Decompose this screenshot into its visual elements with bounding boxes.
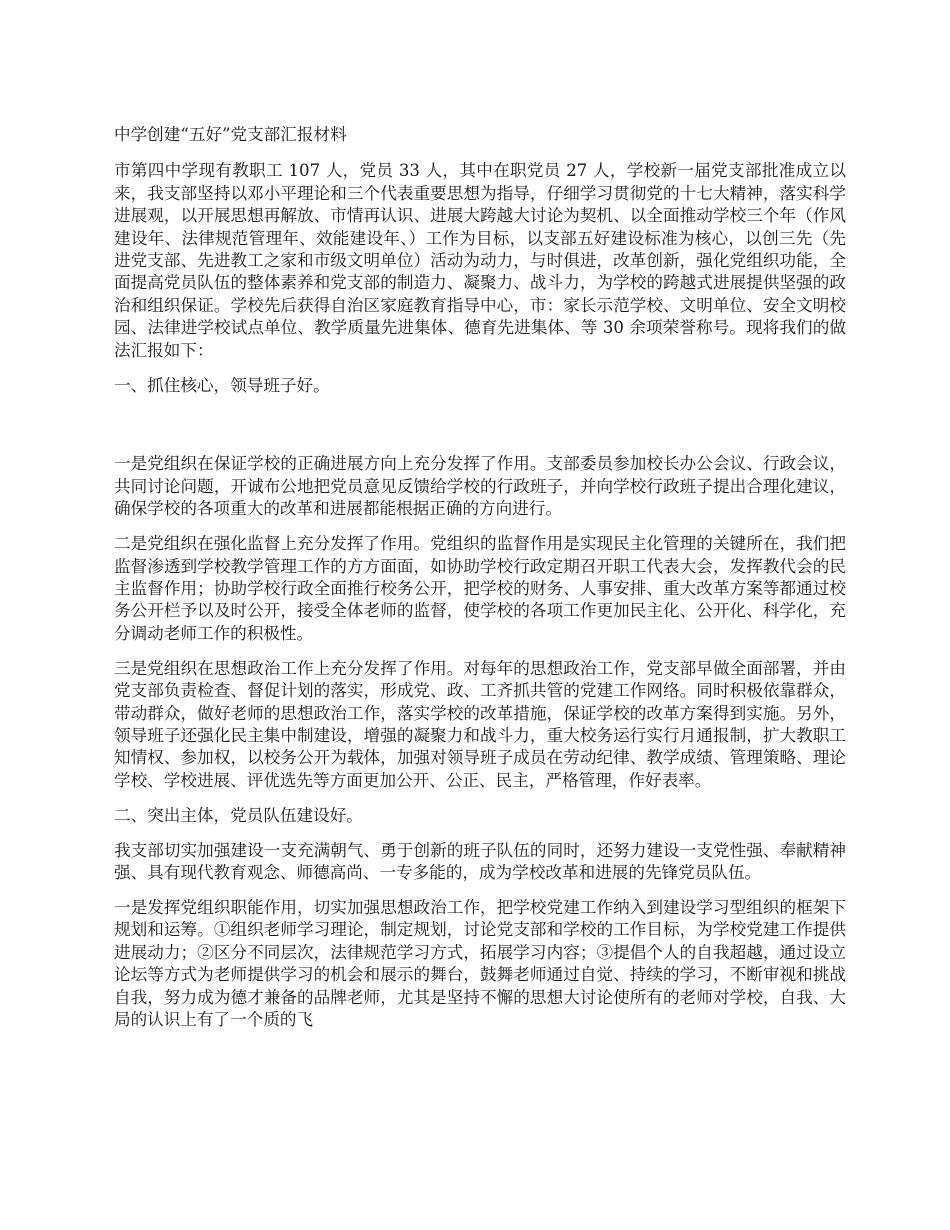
paragraph-team: 我支部切实加强建设一支充满朝气、勇于创新的班子队伍的同时，还努力建设一支党性强、奉献精神强、具有现代教育观念、师德高尚、一专多能的，成为学校改革和进展的先锋党员队伍。 [114,840,846,882]
paragraph-ideology: 三是党组织在思想政治工作上充分发挥了作用。对每年的思想政治工作，党支部早做全面部署，并由党支部负责检查、督促计划的落实，形成党、政、工齐抓共管的党建工作网络。同时积极依靠群众，带动群众，做好老师的思想政治工作，落实学校的改革措施，保证学校的改革方案得到实施。另外，领导班子还强化民主集中制建设，增强的凝聚力和战斗力，重大校务运行实行月通报制，扩大教职工知情权、参加权，以校务公开为载体，加强对领导班子成员在劳动纪律、教学成绩、管理策略、理论学校、学校进展、评优选先等方面更加公开、公正、民主，严格管理，作好表率。 [114,658,846,790]
blank-spacer [114,409,846,453]
section-heading-1: 一、抓住核心，领导班子好。 [114,375,330,395]
document-title: 中学创建“五好”党支部汇报材料 [114,125,347,144]
section-heading-2: 二、突出主体，党员队伍建设好。 [114,805,363,825]
intro-paragraph: 市第四中学现有教职工 107 人，党员 33 人，其中在职党员 27 人，学校新一届党支部批准成立以来，我支部坚持以邓小平理论和三个代表重要思想为指导，仔细学习贯彻党的十七大精神，落实科学进展观，以开展思想再解放、市情再认识、进展大跨越大讨论为契机、以全面推动学校三个年（作风建设年、法律规范管理年、效能建设年、）工作为目标，以支部五好建设标准为核心，以创三先（先进党支部、先进教工之家和市级文明单位）活动为动力，与时俱进，改革创新，强化党组织功能，全面提高党员队伍的整体素养和党支部的制造力、凝聚力、战斗力，为学校的跨越式进展提供坚强的政治和组织保证。学校先后获得自治区家庭教育指导中心，市：家长示范学校、文明单位、安全文明校园、法律进学校试点单位、教学质量先进集体、德育先进集体、等 30 余项荣誉称号。现将我们的做法汇报如下： [114,161,846,360]
paragraph-learning: 一是发挥党组织职能作用，切实加强思想政治工作，把学校党建工作纳入到建设学习型组织的框架下规划和运筹。①组织老师学习理论，制定规划，讨论党支部和学校的工作目标，为学校党建工作提供进展动力；②区分不同层次，法律规范学习方式，拓展学习内容；③提倡个人的自我超越，通过设立论坛等方式为老师提供学习的机会和展示的舞台，鼓舞老师通过自觉、持续的学习，不断审视和挑战自我，努力成为德才兼备的品牌老师，尤其是坚持不懈的思想大讨论使所有的老师对学校，自我、大局的认识上有了一个质的飞 [114,897,846,1029]
paragraph-direction: 一是党组织在保证学校的正确进展方向上充分发挥了作用。支部委员参加校长办公会议、行政会议，共同讨论问题，开诚布公地把党员意见反馈给学校的行政班子，并向学校行政班子提出合理化建议，确保学校的各项重大的改革和进展都能根据正确的方向进行。 [114,454,846,519]
paragraph-supervision: 二是党组织在强化监督上充分发挥了作用。党组织的监督作用是实现民主化管理的关键所在，我们把监督渗透到学校教学管理工作的方方面面，如协助学校行政定期召开职工代表大会，发挥教代会的民主监督作用；协助学校行政全面推行校务公开，把学校的财务、人事安排、重大改革方案等都通过校务公开栏予以及时公开，接受全体老师的监督，使学校的各项工作更加民主化、公开化、科学化，充分调动老师工作的积极性。 [114,534,846,643]
document-page [114,124,846,1044]
